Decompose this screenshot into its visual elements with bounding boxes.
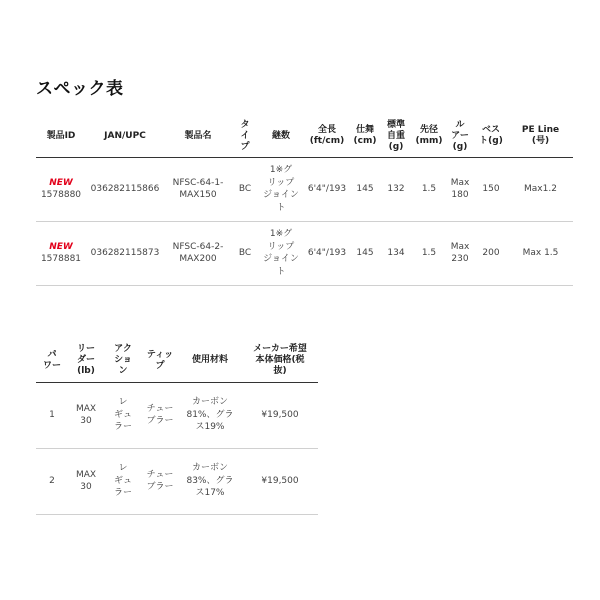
cell-weight — [380, 221, 412, 285]
cell-pe-line — [508, 221, 573, 285]
header-best-lure — [474, 116, 508, 157]
header-lure-weight-line: (g) — [452, 141, 468, 152]
cell-product-name-line: NFSC-64-2- — [172, 241, 224, 252]
cell-type — [232, 221, 258, 285]
cell-pieces-line: ト — [276, 266, 286, 277]
cell-product-name — [164, 157, 232, 221]
cell-material-line: カーボン — [191, 397, 228, 408]
header-weight-line: 自重 — [386, 130, 405, 141]
cell-leader — [68, 382, 104, 448]
cell-leader-line: MAX — [75, 469, 97, 480]
cell-price-line: ¥19,500 — [261, 475, 299, 486]
cell-pieces-line: 1※グ — [269, 165, 293, 175]
cell-closed-length — [350, 221, 380, 285]
cell-action-line: ラー — [113, 488, 132, 499]
cell-material-line: 81%、グラ — [186, 409, 234, 420]
cell-pe-line-line: Max1.2 — [524, 183, 557, 194]
header-tip-type — [142, 340, 178, 382]
new-badge: NEW — [49, 241, 73, 252]
header-product-name-line: 製品名 — [184, 130, 212, 141]
header-best-lure-line: ト(g) — [479, 136, 503, 147]
cell-tip-type-line: チュー — [146, 469, 174, 480]
header-type-line: プ — [240, 141, 250, 152]
header-power-line: パ — [47, 349, 57, 360]
header-product-id-line: 製品ID — [46, 130, 76, 141]
header-jan-upc — [86, 116, 164, 157]
cell-pe-line — [508, 157, 573, 221]
cell-price — [242, 448, 318, 514]
header-jan-upc-line: JAN/UPC — [104, 130, 146, 141]
header-pe-line — [508, 116, 573, 157]
cell-jan-upc — [86, 221, 164, 285]
spec-table-secondary — [36, 340, 318, 515]
header-leader-line: リー — [76, 344, 95, 355]
cell-leader — [68, 448, 104, 514]
cell-lure-weight-line: Max — [450, 177, 470, 188]
cell-product-name-line: MAX200 — [179, 254, 217, 264]
header-weight — [380, 116, 412, 157]
table-header-row — [36, 116, 573, 157]
header-price-line: 抜) — [273, 366, 287, 377]
cell-closed-length-line: 145 — [356, 247, 374, 258]
cell-power-line: 1 — [49, 409, 55, 420]
cell-pieces-line: リップ — [267, 177, 295, 188]
cell-tip-type-line: ブラー — [146, 416, 174, 426]
spec-table-main — [36, 116, 573, 286]
cell-material-line: 83%、グラ — [186, 475, 234, 486]
cell-leader-line: MAX — [75, 403, 97, 414]
cell-pieces-line: 1※グ — [269, 229, 293, 239]
cell-tip-type-line: チュー — [146, 403, 174, 414]
cell-lure-weight-line: 230 — [451, 254, 469, 264]
cell-type-line: BC — [238, 247, 252, 258]
header-pe-line-line: (号) — [531, 136, 550, 147]
cell-tip-diameter-line: 1.5 — [421, 247, 437, 258]
cell-best-lure — [474, 157, 508, 221]
cell-tip-diameter — [412, 221, 446, 285]
cell-action — [104, 382, 142, 448]
header-lure-weight-line: アー — [451, 130, 469, 141]
header-weight-line: (g) — [388, 141, 404, 152]
cell-pieces — [258, 157, 304, 221]
header-product-id — [36, 116, 86, 157]
cell-action-line: レ — [118, 397, 128, 408]
header-length-line: (ft/cm) — [309, 136, 345, 147]
cell-tip-type — [142, 448, 178, 514]
header-action-line: アク — [114, 344, 132, 355]
header-leader — [68, 340, 104, 382]
cell-tip-type-line: ブラー — [146, 482, 174, 492]
header-action-line: ン — [118, 366, 128, 377]
cell-jan-upc — [86, 157, 164, 221]
header-pe-line-line: PE Line — [521, 125, 560, 136]
table-row — [36, 221, 573, 285]
cell-product-id — [36, 221, 86, 285]
header-type-line: イ — [240, 130, 250, 141]
cell-material-line: カーボン — [191, 463, 228, 474]
header-price — [242, 340, 318, 382]
header-price-line: 本体価格(税 — [255, 355, 305, 366]
header-lure-weight — [446, 116, 474, 157]
cell-jan-upc-line: 036282115873 — [90, 247, 160, 258]
new-badge: NEW — [49, 177, 73, 188]
cell-material-line: ス17% — [195, 488, 225, 499]
cell-pe-line-line: Max 1.5 — [522, 247, 559, 258]
header-material — [178, 340, 242, 382]
cell-lure-weight-line: 180 — [451, 190, 469, 200]
header-tip-diameter — [412, 116, 446, 157]
cell-product-name-line: NFSC-64-1- — [172, 177, 224, 188]
header-price-line: メーカー希望 — [253, 344, 307, 355]
cell-tip-type — [142, 382, 178, 448]
cell-material — [178, 448, 242, 514]
header-action — [104, 340, 142, 382]
header-material-line: 使用材料 — [191, 355, 228, 366]
cell-action-line: ラー — [113, 422, 132, 433]
header-pieces — [258, 116, 304, 157]
header-tip-diameter-line: 先径 — [419, 125, 438, 136]
cell-product-name — [164, 221, 232, 285]
header-type-line: タ — [240, 119, 250, 130]
cell-best-lure-line: 200 — [482, 247, 500, 258]
table-row — [36, 157, 573, 221]
cell-power — [36, 448, 68, 514]
cell-weight — [380, 157, 412, 221]
cell-pieces-line: ジョイン — [263, 190, 299, 200]
cell-type-line: BC — [238, 183, 252, 194]
header-closed-length — [350, 116, 380, 157]
cell-action-line: ギュ — [113, 475, 132, 486]
table-row — [36, 448, 318, 514]
cell-closed-length — [350, 157, 380, 221]
header-power-line: ワー — [42, 360, 61, 371]
cell-power-line: 2 — [49, 475, 55, 486]
cell-product-id — [36, 157, 86, 221]
header-length — [304, 116, 350, 157]
header-tip-diameter-line: (mm) — [415, 136, 443, 147]
header-tip-type-line: プ — [155, 360, 165, 371]
cell-action-line: ギュ — [113, 409, 132, 420]
cell-tip-diameter — [412, 157, 446, 221]
cell-pieces-line: リップ — [267, 241, 295, 252]
cell-action — [104, 448, 142, 514]
cell-tip-diameter-line: 1.5 — [421, 183, 437, 194]
header-leader-line: ダー — [76, 355, 95, 366]
cell-product-name-line: MAX150 — [179, 190, 217, 200]
cell-lure-weight — [446, 221, 474, 285]
cell-action-line: レ — [118, 463, 128, 474]
cell-weight-line: 134 — [387, 247, 405, 258]
cell-price-line: ¥19,500 — [261, 409, 299, 420]
product-id-value: 1578881 — [40, 254, 82, 264]
cell-pieces — [258, 221, 304, 285]
header-closed-length-line: (cm) — [353, 136, 377, 147]
header-action-line: ショ — [114, 355, 132, 366]
header-power — [36, 340, 68, 382]
cell-power — [36, 382, 68, 448]
cell-closed-length-line: 145 — [356, 183, 374, 194]
cell-length-line: 6'4"/193 — [307, 247, 347, 258]
cell-length — [304, 221, 350, 285]
cell-best-lure — [474, 221, 508, 285]
table-row — [36, 382, 318, 448]
header-tip-type-line: ティッ — [146, 349, 174, 360]
cell-lure-weight — [446, 157, 474, 221]
cell-lure-weight-line: Max — [450, 241, 470, 252]
header-weight-line: 標準 — [386, 119, 405, 130]
cell-material — [178, 382, 242, 448]
header-product-name — [164, 116, 232, 157]
header-closed-length-line: 仕舞 — [355, 125, 374, 136]
cell-pieces-line: ト — [276, 202, 286, 213]
header-type — [232, 116, 258, 157]
cell-weight-line: 132 — [387, 183, 405, 194]
cell-pieces-line: ジョイン — [263, 254, 299, 264]
header-leader-line: (lb) — [77, 366, 95, 377]
page-title: スペック表 — [36, 79, 124, 99]
table-header-row — [36, 340, 318, 382]
cell-jan-upc-line: 036282115866 — [90, 183, 160, 194]
cell-price — [242, 382, 318, 448]
cell-length — [304, 157, 350, 221]
cell-material-line: ス19% — [195, 422, 225, 433]
product-id-value: 1578880 — [40, 190, 82, 200]
cell-leader-line: 30 — [80, 482, 92, 492]
header-length-line: 全長 — [317, 125, 336, 136]
header-best-lure-line: ベス — [481, 125, 500, 136]
header-pieces-line: 継数 — [271, 130, 290, 141]
header-lure-weight-line: ル — [455, 119, 465, 130]
cell-type — [232, 157, 258, 221]
cell-length-line: 6'4"/193 — [307, 183, 347, 194]
cell-best-lure-line: 150 — [482, 183, 500, 194]
cell-leader-line: 30 — [80, 416, 92, 426]
